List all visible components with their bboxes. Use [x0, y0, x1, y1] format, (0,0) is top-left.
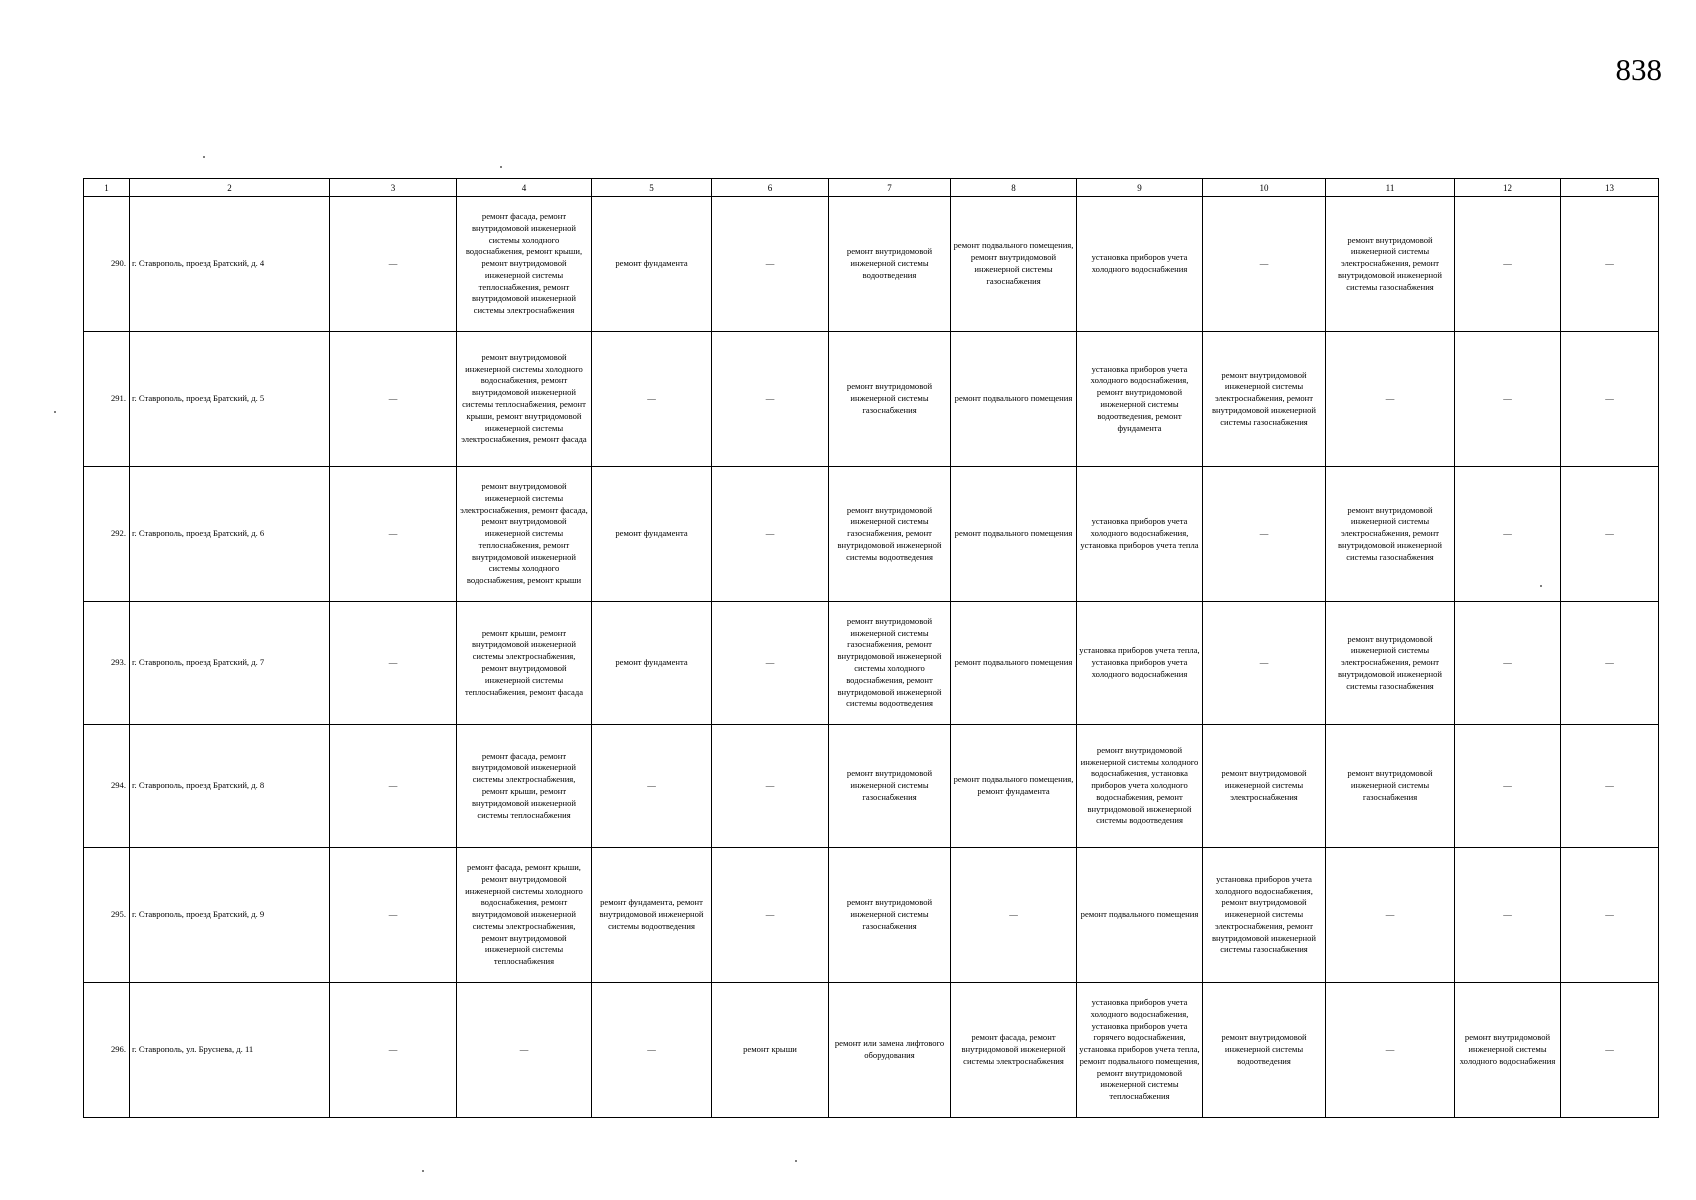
work-cell: ремонт фундамента: [592, 197, 712, 332]
work-cell: установка приборов учета холодного водоснабжения: [1077, 197, 1203, 332]
empty-cell-dash: —: [1561, 467, 1659, 602]
work-cell: ремонт фасада, ремонт внутридомовой инженерной системы электроснабжения: [951, 983, 1077, 1118]
table-row: [84, 725, 1659, 848]
empty-cell-dash: —: [592, 332, 712, 467]
work-cell: ремонт внутридомовой инженерной системы электроснабжения: [1203, 725, 1326, 848]
empty-cell-dash: —: [712, 197, 829, 332]
scan-speck: [422, 1170, 424, 1172]
work-cell: установка приборов учета холодного водоснабжения, ремонт внутридомовой инженерной системы электроснабжения, ремонт внутридомовой инженерной системы газоснабжения: [1203, 848, 1326, 983]
work-cell: ремонт фундамента, ремонт внутридомовой инженерной системы водоотведения: [592, 848, 712, 983]
table-row: [84, 848, 1659, 983]
empty-cell-dash: —: [1561, 197, 1659, 332]
address-cell: г. Ставрополь, проезд Братский, д. 5: [130, 332, 330, 467]
empty-cell-dash: —: [1561, 725, 1659, 848]
empty-cell-dash: —: [592, 983, 712, 1118]
scan-speck: [203, 156, 205, 158]
scan-speck: [54, 411, 56, 413]
column-header: 12: [1455, 179, 1561, 197]
work-cell: ремонт подвального помещения, ремонт фундамента: [951, 725, 1077, 848]
work-cell: ремонт внутридомовой инженерной системы холодного водоснабжения, установка приборов учета холодного водоснабжения, ремонт внутридомовой инженерной системы водоотведения: [1077, 725, 1203, 848]
work-cell: ремонт подвального помещения, ремонт внутридомовой инженерной системы газоснабжения: [951, 197, 1077, 332]
work-cell: ремонт внутридомовой инженерной системы газоснабжения: [829, 332, 951, 467]
column-header: 7: [829, 179, 951, 197]
row-number: 296.: [84, 983, 130, 1118]
work-cell: установка приборов учета тепла, установка приборов учета холодного водоснабжения: [1077, 602, 1203, 725]
table-row: [84, 602, 1659, 725]
scan-speck: [500, 166, 502, 168]
column-header: 2: [130, 179, 330, 197]
table-row: [84, 467, 1659, 602]
scan-speck: [1540, 585, 1542, 587]
work-cell: установка приборов учета холодного водоснабжения, установка приборов учета горячего водоснабжения, установка приборов учета тепла, ремонт подвального помещения, ремонт внутридомовой инженерной системы теплоснабжения: [1077, 983, 1203, 1118]
empty-cell-dash: —: [330, 848, 457, 983]
row-number: 293.: [84, 602, 130, 725]
empty-cell-dash: —: [330, 332, 457, 467]
work-cell: ремонт фасада, ремонт крыши, ремонт внутридомовой инженерной системы холодного водоснабжения, ремонт внутридомовой инженерной системы электроснабжения, ремонт внутридомовой инженерной системы теплоснабжения: [457, 848, 592, 983]
empty-cell-dash: —: [1561, 332, 1659, 467]
work-cell: ремонт внутридомовой инженерной системы электроснабжения, ремонт внутридомовой инженерной системы газоснабжения: [1203, 332, 1326, 467]
work-cell: ремонт крыши: [712, 983, 829, 1118]
empty-cell-dash: —: [330, 725, 457, 848]
empty-cell-dash: —: [712, 332, 829, 467]
address-cell: г. Ставрополь, проезд Братский, д. 4: [130, 197, 330, 332]
work-cell: ремонт внутридомовой инженерной системы водоотведения: [829, 197, 951, 332]
empty-cell-dash: —: [1203, 467, 1326, 602]
work-cell: ремонт внутридомовой инженерной системы газоснабжения: [829, 848, 951, 983]
work-cell: ремонт фасада, ремонт внутридомовой инженерной системы электроснабжения, ремонт крыши, ремонт внутридомовой инженерной системы теплоснабжения: [457, 725, 592, 848]
empty-cell-dash: —: [1455, 602, 1561, 725]
column-header: 13: [1561, 179, 1659, 197]
empty-cell-dash: —: [712, 602, 829, 725]
empty-cell-dash: —: [712, 848, 829, 983]
address-cell: г. Ставрополь, проезд Братский, д. 8: [130, 725, 330, 848]
work-cell: ремонт внутридомовой инженерной системы газоснабжения, ремонт внутридомовой инженерной системы водоотведения: [829, 467, 951, 602]
work-cell: ремонт внутридомовой инженерной системы газоснабжения: [1326, 725, 1455, 848]
empty-cell-dash: —: [712, 725, 829, 848]
work-cell: ремонт внутридомовой инженерной системы электроснабжения, ремонт внутридомовой инженерной системы газоснабжения: [1326, 197, 1455, 332]
scan-speck: [795, 1160, 797, 1162]
column-header: 5: [592, 179, 712, 197]
row-number: 291.: [84, 332, 130, 467]
column-header: 4: [457, 179, 592, 197]
column-header: 6: [712, 179, 829, 197]
work-cell: ремонт крыши, ремонт внутридомовой инженерной системы электроснабжения, ремонт внутридомовой инженерной системы теплоснабжения, ремонт фасада: [457, 602, 592, 725]
empty-cell-dash: —: [1326, 983, 1455, 1118]
work-cell: ремонт внутридомовой инженерной системы холодного водоснабжения: [1455, 983, 1561, 1118]
work-cell: ремонт внутридомовой инженерной системы газоснабжения: [829, 725, 951, 848]
address-cell: г. Ставрополь, ул. Бруснева, д. 11: [130, 983, 330, 1118]
row-number: 290.: [84, 197, 130, 332]
row-number: 295.: [84, 848, 130, 983]
empty-cell-dash: —: [592, 725, 712, 848]
empty-cell-dash: —: [1203, 197, 1326, 332]
empty-cell-dash: —: [1326, 332, 1455, 467]
empty-cell-dash: —: [951, 848, 1077, 983]
column-header: 10: [1203, 179, 1326, 197]
work-cell: ремонт внутридомовой инженерной системы электроснабжения, ремонт внутридомовой инженерной системы газоснабжения: [1326, 602, 1455, 725]
empty-cell-dash: —: [1561, 848, 1659, 983]
column-number-row: [84, 179, 1659, 197]
work-cell: ремонт внутридомовой инженерной системы холодного водоснабжения, ремонт внутридомовой инженерной системы теплоснабжения, ремонт крыши, ремонт внутридомовой инженерной системы электроснабжения, ремонт фасада: [457, 332, 592, 467]
empty-cell-dash: —: [330, 467, 457, 602]
work-cell: ремонт подвального помещения: [951, 602, 1077, 725]
row-number: 292.: [84, 467, 130, 602]
table-body: [84, 197, 1659, 1118]
empty-cell-dash: —: [330, 983, 457, 1118]
empty-cell-dash: —: [1326, 848, 1455, 983]
empty-cell-dash: —: [1455, 725, 1561, 848]
empty-cell-dash: —: [330, 602, 457, 725]
work-cell: установка приборов учета холодного водоснабжения, ремонт внутридомовой инженерной системы водоотведения, ремонт фундамента: [1077, 332, 1203, 467]
work-cell: ремонт внутридомовой инженерной системы электроснабжения, ремонт внутридомовой инженерной системы газоснабжения: [1326, 467, 1455, 602]
column-header: 3: [330, 179, 457, 197]
table-row: [84, 983, 1659, 1118]
column-header: 9: [1077, 179, 1203, 197]
address-cell: г. Ставрополь, проезд Братский, д. 7: [130, 602, 330, 725]
column-header: 8: [951, 179, 1077, 197]
work-cell: ремонт фундамента: [592, 602, 712, 725]
work-cell: установка приборов учета холодного водоснабжения, установка приборов учета тепла: [1077, 467, 1203, 602]
work-cell: ремонт подвального помещения: [951, 467, 1077, 602]
empty-cell-dash: —: [1455, 848, 1561, 983]
work-cell: ремонт или замена лифтового оборудования: [829, 983, 951, 1118]
repair-schedule-table: [83, 178, 1659, 1118]
column-header: 1: [84, 179, 130, 197]
work-cell: ремонт подвального помещения: [1077, 848, 1203, 983]
work-cell: ремонт фасада, ремонт внутридомовой инженерной системы холодного водоснабжения, ремонт крыши, ремонт внутридомовой инженерной системы теплоснабжения, ремонт внутридомовой инженерной системы электроснабжения: [457, 197, 592, 332]
empty-cell-dash: —: [712, 467, 829, 602]
empty-cell-dash: —: [1561, 983, 1659, 1118]
work-cell: ремонт внутридомовой инженерной системы водоотведения: [1203, 983, 1326, 1118]
table-row: [84, 197, 1659, 332]
empty-cell-dash: —: [457, 983, 592, 1118]
work-cell: ремонт подвального помещения: [951, 332, 1077, 467]
empty-cell-dash: —: [1455, 467, 1561, 602]
address-cell: г. Ставрополь, проезд Братский, д. 9: [130, 848, 330, 983]
empty-cell-dash: —: [330, 197, 457, 332]
row-number: 294.: [84, 725, 130, 848]
address-cell: г. Ставрополь, проезд Братский, д. 6: [130, 467, 330, 602]
column-header: 11: [1326, 179, 1455, 197]
work-cell: ремонт фундамента: [592, 467, 712, 602]
empty-cell-dash: —: [1561, 602, 1659, 725]
empty-cell-dash: —: [1203, 602, 1326, 725]
empty-cell-dash: —: [1455, 197, 1561, 332]
work-cell: ремонт внутридомовой инженерной системы газоснабжения, ремонт внутридомовой инженерной системы холодного водоснабжения, ремонт внутридомовой инженерной системы водоотведения: [829, 602, 951, 725]
table-row: [84, 332, 1659, 467]
empty-cell-dash: —: [1455, 332, 1561, 467]
page-number: 838: [1615, 52, 1662, 87]
work-cell: ремонт внутридомовой инженерной системы электроснабжения, ремонт фасада, ремонт внутридомовой инженерной системы теплоснабжения, ремонт внутридомовой инженерной системы холодного водоснабжения, ремонт крыши: [457, 467, 592, 602]
